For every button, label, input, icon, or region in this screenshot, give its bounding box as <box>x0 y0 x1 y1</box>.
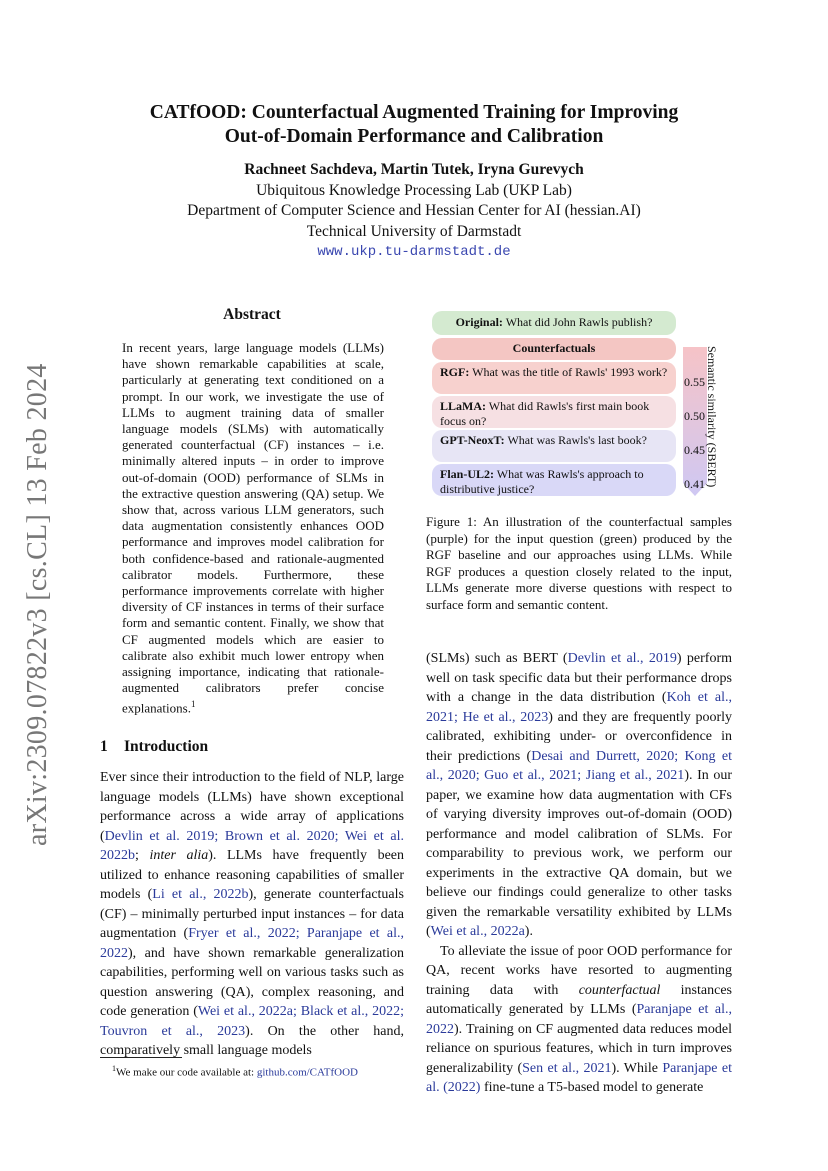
title-line-2: Out-of-Domain Performance and Calibration <box>224 126 604 147</box>
citation-link[interactable]: Paranjape et al., 2022 <box>426 1002 732 1037</box>
section-heading-introduction <box>100 738 208 756</box>
model-label: Flan-UL2: <box>440 467 494 481</box>
citation-link[interactable]: Sen et al., 2021 <box>522 1060 612 1076</box>
text-run: (SLMs) such as BERT ( <box>426 651 568 666</box>
counterfactual-box-flan-ul2 <box>432 464 676 496</box>
similarity-score: 0.45 <box>684 443 705 457</box>
model-label: RGF: <box>440 365 470 379</box>
text-run: ), generate counterfactuals (CF) – minimally perturbed input instances – for data augmentation ( <box>100 887 404 941</box>
similarity-score: 0.55 <box>684 375 705 389</box>
citation-link[interactable]: Wei et al., 2022a <box>430 924 525 939</box>
counterfactual-question: What was the title of Rawls' 1993 work? <box>472 365 668 379</box>
counterfactual-question: What did Rawls's first main book focus on? <box>440 399 650 428</box>
citation-link[interactable]: Paranjape et al. (2022) <box>426 1060 732 1095</box>
text-run: ). Training on CF augmented data reduces model reliance on spurious features, which in turn improves generalizability ( <box>426 1021 732 1076</box>
footnote-mark: 1 <box>112 1064 116 1073</box>
footnote-text: We make our code available at: <box>116 1066 257 1079</box>
model-label: GPT-NeoxT: <box>440 433 505 447</box>
footnote-ref[interactable]: 1 <box>190 699 196 710</box>
text-run-italic: counterfactual <box>578 982 661 998</box>
affiliation-1: Ubiquitous Knowledge Processing Lab (UKP Lab) <box>256 181 572 199</box>
text-run: ; <box>135 848 150 863</box>
text-run: ). <box>524 924 533 939</box>
text-run: ). In our paper, we examine how data augmentation with CFs of varying diversity improves out-of-domain (OOD) performance and model calibration of SLMs. For comparability to previous work, we perform our experiments in the extractive QA domain, but we believe our findings could generalize to other tasks given the remarkable versatility exhibited by LLMs ( <box>426 768 732 939</box>
counterfactuals-header: Counterfactuals <box>432 338 676 360</box>
lab-url-link[interactable]: www.ukp.tu-darmstadt.de <box>317 244 511 260</box>
section-number: 1 <box>100 738 108 755</box>
text-run: instances automatically generated by LLMs ( <box>426 982 732 1017</box>
counterfactual-box-gpt-neoxt <box>432 430 676 462</box>
citation-link[interactable]: Li et al., 2022b <box>152 887 249 902</box>
text-run: ) and they are frequently poorly calibrated, exhibiting under- or overconfidence in their predictions ( <box>426 709 733 764</box>
intro-right-column <box>426 649 732 1098</box>
text-run: ). While <box>611 1060 663 1076</box>
counterfactual-question: What was Rawls's approach to distributive justice? <box>440 467 644 496</box>
intro-paragraph-1 <box>100 768 404 1061</box>
similarity-score: 0.50 <box>684 409 705 423</box>
title-line-1: CATfOOD: Counterfactual Augmented Training for Improving <box>149 102 679 123</box>
counterfactual-box-llama <box>432 396 676 428</box>
text-run: fine-tune a T5-based model to generate <box>480 1080 704 1095</box>
footnote <box>112 1064 358 1079</box>
abstract-heading: Abstract <box>223 306 281 323</box>
section-title: Introduction <box>124 738 209 755</box>
citation-link[interactable]: Devlin et al. 2019; Brown et al. 2020; Wei et al. 2022b <box>100 828 404 863</box>
citation-link[interactable]: Devlin et al., 2019 <box>567 651 677 666</box>
footnote-rule <box>100 1057 182 1058</box>
arxiv-stamp: arXiv:2309.07822v3 [cs.CL] 13 Feb 2024 <box>22 363 53 846</box>
author-block <box>90 160 738 263</box>
author-names: Rachneet Sachdeva, Martin Tutek, Iryna Gurevych <box>244 161 584 178</box>
text-run: ). LLMs have frequently been utilized to enhance reasoning capabilities of smaller models ( <box>100 848 404 902</box>
text-run: Ever since their introduction to the field of NLP, large language models (LLMs) have shown exceptional performance across a wide array of applications ( <box>100 770 404 844</box>
original-label: Original: <box>455 315 503 329</box>
citation-link[interactable]: Wei et al., 2022a; Black et al., 2022; Touvron et al., 2023 <box>100 1004 404 1039</box>
similarity-score: 0.41 <box>684 477 705 491</box>
intro-paragraph-2 <box>426 649 732 942</box>
citation-link[interactable]: Koh et al., 2021; He et al., 2023 <box>426 690 732 725</box>
citation-link[interactable]: Fryer et al., 2022; Paranjape et al., 2022 <box>100 926 404 961</box>
intro-paragraph-3 <box>426 942 732 1098</box>
counterfactual-question: What was Rawls's last book? <box>507 433 647 447</box>
text-run: ). On the other hand, comparatively small language models <box>100 1023 404 1058</box>
affiliation-2: Department of Computer Science and Hessian Center for AI (hessian.AI) <box>187 202 641 219</box>
citation-link[interactable]: Desai and Durrett, 2020; Kong et al., 2020; Guo et al., 2021; Jiang et al., 2021 <box>426 748 732 783</box>
affiliation-3: Technical University of Darmstadt <box>306 222 522 240</box>
similarity-axis-label: Semantic similarity (SBERT) <box>705 346 719 488</box>
text-run: ), and have shown remarkable generalization capabilities, performing well on various tasks such as question answering (QA), complex reasoning, and code generation ( <box>100 945 404 1019</box>
counterfactual-box-rgf <box>432 362 676 394</box>
original-question-box <box>432 311 676 335</box>
text-run: To alleviate the issue of poor OOD performance for QA, recent works have resorted to augmenting training data with <box>426 943 732 998</box>
abstract-text <box>122 340 384 717</box>
original-question: What did John Rawls publish? <box>505 315 653 329</box>
paper-title <box>90 101 738 149</box>
text-run: ) perform well on task specific data but their performance drops with a change in the data distribution ( <box>426 651 732 705</box>
figure-caption: Figure 1: An illustration of the counterfactual samples (purple) for the input question (green) produced by the RGF baseline and our approaches using LLMs. While RGF produces a question closely related to the input, LLMs generate more diverse questions with respect to surface form and semantic content. <box>426 514 732 612</box>
code-repo-link[interactable]: github.com/CATfOOD <box>256 1066 358 1079</box>
model-label: LLaMA: <box>440 399 486 413</box>
text-run-italic: inter alia <box>149 848 209 863</box>
abstract-body: In recent years, large language models (LLMs) have shown remarkable capabilities at scale, particularly at generating text conditioned on a prompt. In our work, we investigate the use of LLMs to augment training data of smaller language models (SLMs) with automatically generated counterfactual (CF) instances – i.e. minimally altered inputs – in order to improve out-of-domain (OOD) performance of SLMs in the extractive question answering (QA) setup. We show that, across various LLM generators, such data augmentation consistently enhances OOD performance and improves model calibration for both confidence-based and rationale-augmented calibrator models. Furthermore, these performance improvements correlate with higher diversity of CF instances in terms of their surface form and semantic content. Finally, we show that CF augmented models which are easier to calibrate also exhibit much lower entropy when assigning importance, indicating that rationale-augmented calibrators prefer concise explanations. <box>122 340 384 716</box>
